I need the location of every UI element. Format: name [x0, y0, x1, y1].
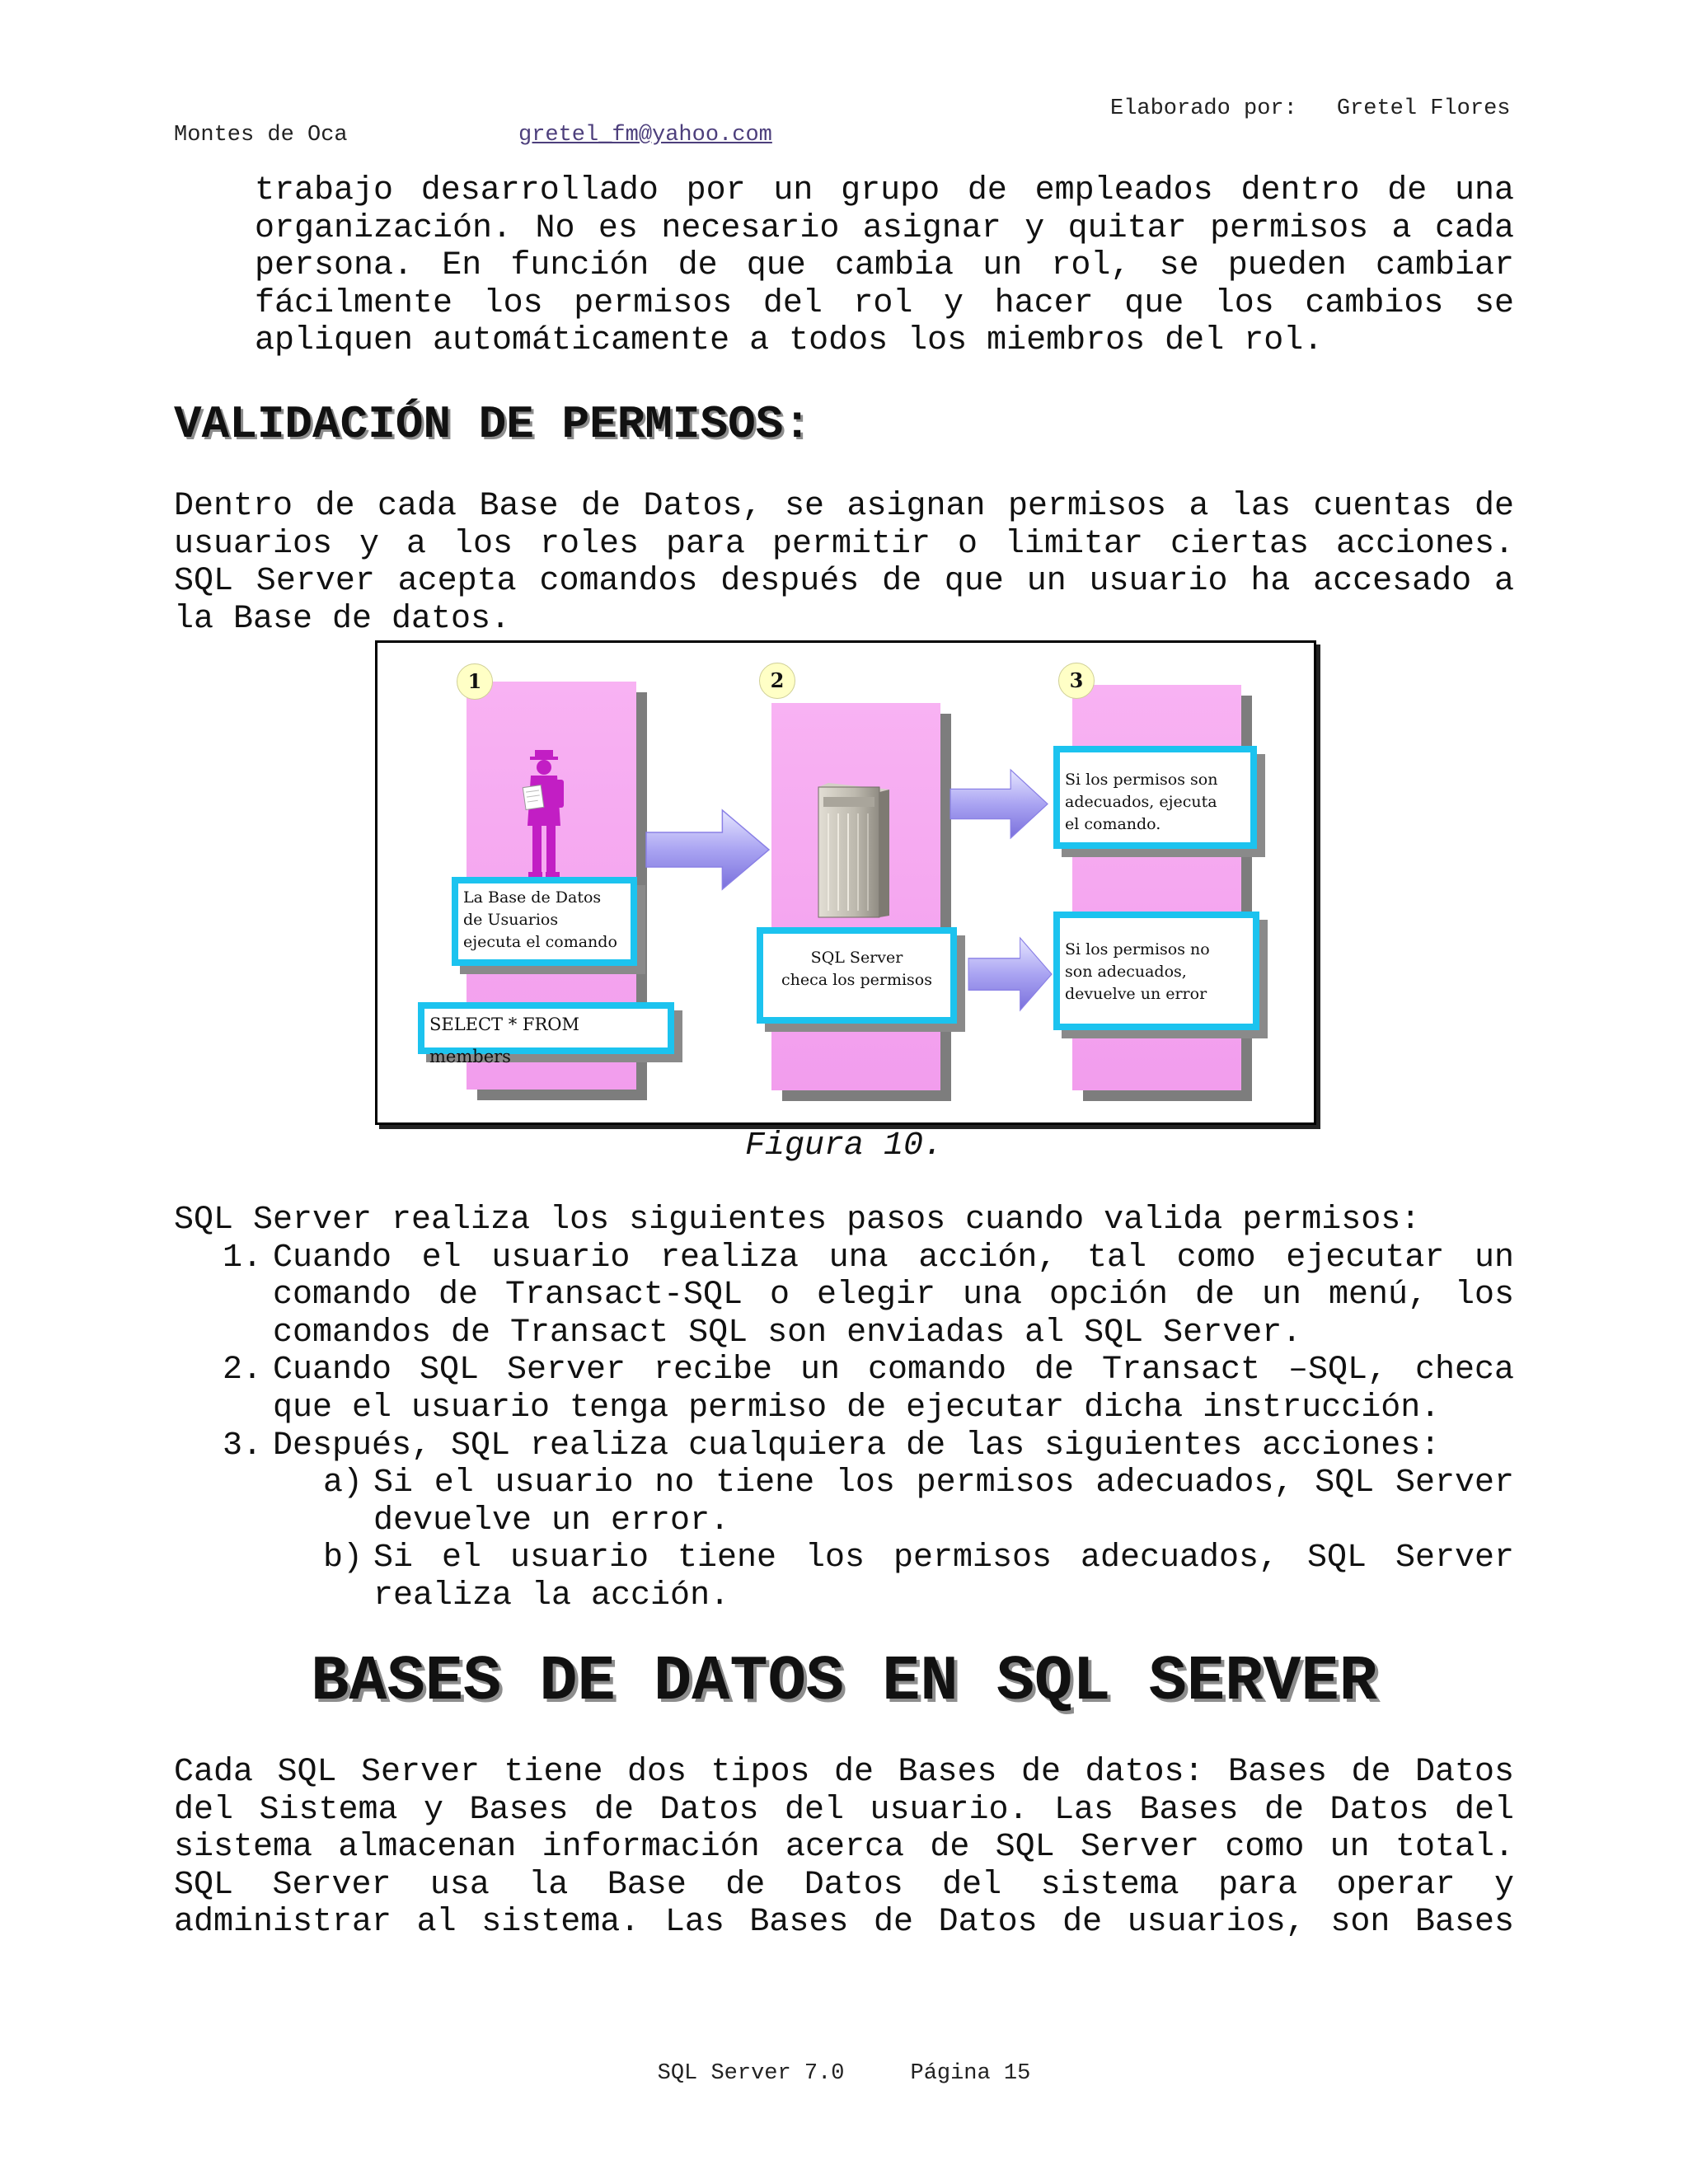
step-number: 3. — [223, 1427, 263, 1465]
steps-intro: SQL Server realiza los siguientes pasos cuando valida permisos: — [174, 1202, 1421, 1239]
author-name: Gretel Flores — [1336, 96, 1511, 121]
user-db-box-text: La Base de Datos de Usuarios ejecuta el comando — [458, 883, 631, 959]
substep-item — [273, 1540, 1514, 1615]
footer-page-number: Página 15 — [910, 2061, 1031, 2086]
author-label: Elaborado por: — [1110, 96, 1297, 121]
permission-allowed-box-text: Si los permisos son adecuados, ejecuta el comando. — [1060, 752, 1250, 842]
server-icon — [814, 782, 894, 921]
substep-text: Si el usuario no tiene los permisos adecuados, SQL Server devuelve un error. — [373, 1465, 1514, 1540]
query-box-text: SELECT * FROM members — [424, 1009, 668, 1047]
author-line — [1110, 96, 1510, 122]
user-db-box — [452, 877, 637, 966]
permission-denied-box-text: Si los permisos no son adecuados, devuelve un error — [1060, 918, 1253, 1024]
validation-steps — [174, 1202, 1514, 1615]
server-check-box-text: SQL Server checa los permisos — [763, 934, 950, 1017]
step-text: Cuando el usuario realiza una acción, tal como ejecutar un comando de Transact-SQL o elegir una opción de un menú, los comandos de Transact SQL son enviadas al SQL Server. — [273, 1239, 1514, 1352]
location-text: Montes de Oca — [174, 123, 348, 148]
person-icon — [523, 750, 567, 879]
step-1-badge: 1 — [457, 663, 493, 700]
step-text: Después, SQL realiza cualquiera de las siguientes acciones: — [273, 1427, 1441, 1465]
step-item — [174, 1352, 1514, 1427]
substep-letter: b) — [323, 1540, 363, 1577]
permission-flow-figure — [375, 640, 1316, 1125]
step-3-badge: 3 — [1058, 663, 1095, 699]
arrow-right-icon — [646, 810, 769, 889]
arrow-right-icon — [968, 938, 1052, 1010]
substep-text: Si el usuario tiene los permisos adecuados, SQL Server realiza la acción. — [373, 1540, 1514, 1615]
permission-denied-box — [1053, 912, 1259, 1030]
query-box — [418, 1002, 674, 1066]
step-number: 1. — [223, 1239, 263, 1277]
email-link[interactable]: gretel_fm@yahoo.com — [518, 123, 772, 148]
section-heading-validacion: VALIDACIÓN DE PERMISOS: — [174, 398, 811, 451]
permission-allowed-box — [1053, 746, 1257, 849]
bases-paragraph: Cada SQL Server tiene dos tipos de Bases de datos: Bases de Datos del Sistema y Bases de Datos del usuario. Las Bases de Datos del sistema almacenan información acerca de SQL Server como un total. SQL Server usa la Base de Datos del sistema para operar y administrar al sistema. Las Bases de Datos de usuarios, son Bases — [174, 1754, 1514, 1942]
validacion-paragraph: Dentro de cada Base de Datos, se asignan permisos a las cuentas de usuarios y a los roles para permitir o limitar ciertas acciones. SQL Server acepta comandos después de que un usuario ha accesado a la Base de datos. — [174, 488, 1514, 638]
page-footer — [0, 2060, 1688, 2087]
step-item — [174, 1427, 1514, 1615]
step-item — [174, 1240, 1514, 1352]
section-heading-bases: BASES DE DATOS EN SQL SERVER — [311, 1647, 1377, 1718]
server-check-box — [757, 927, 957, 1024]
substep-item — [273, 1465, 1514, 1540]
figure-caption: Figura 10. — [744, 1127, 944, 1165]
intro-paragraph: trabajo desarrollado por un grupo de empleados dentro de una organización. No es necesario asignar y quitar permisos a cada persona. En función de que cambia un rol, se pueden cambiar fácilmente los permisos del rol y hacer que los cambios se apliquen automáticamente a todos los miembros del rol. — [255, 172, 1514, 360]
footer-product: SQL Server 7.0 — [657, 2061, 845, 2086]
substep-letter: a) — [323, 1465, 363, 1502]
step-2-badge: 2 — [759, 663, 795, 699]
step-text: Cuando SQL Server recibe un comando de Transact –SQL, checa que el usuario tenga permiso de ejecutar dicha instrucción. — [273, 1352, 1514, 1427]
arrow-right-icon — [950, 770, 1048, 838]
step-number: 2. — [223, 1352, 263, 1390]
